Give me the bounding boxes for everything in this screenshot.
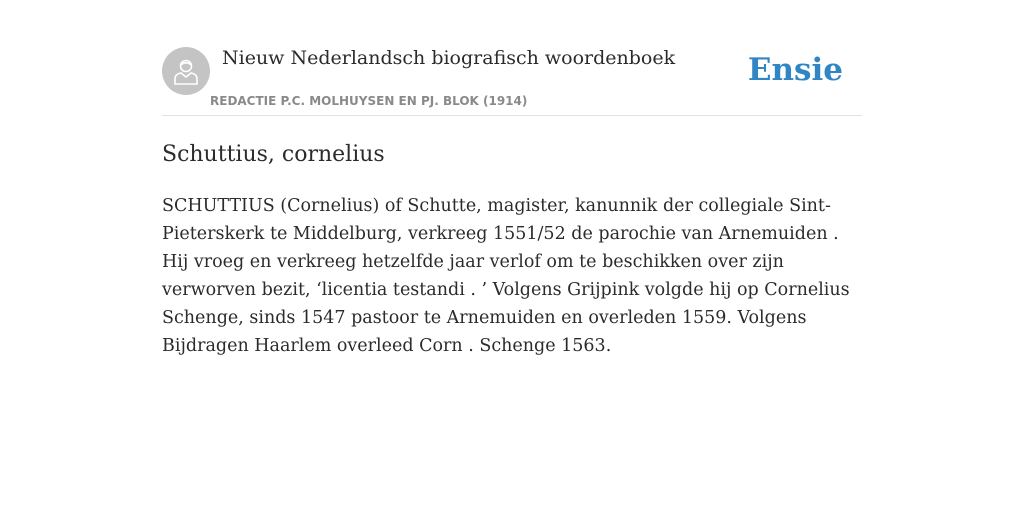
brand-logo[interactable]: Ensie — [747, 52, 843, 88]
avatar[interactable] — [162, 47, 210, 95]
book-header — [162, 46, 862, 116]
user-icon — [173, 57, 199, 85]
editors-credit: REDACTIE P.C. MOLHUYSEN EN PJ. BLOK (1914) — [210, 94, 528, 108]
book-title[interactable]: Nieuw Nederlandsch biografisch woordenboek — [222, 47, 676, 69]
entry-title: Schuttius, cornelius — [162, 142, 385, 167]
entry-body: SCHUTTIUS (Cornelius) of Schutte, magister, kanunnik der collegiale Sint-Pieterskerk te Middelburg, verkreeg 1551/52 de parochie van Arnemuiden . Hij vroeg en verkreeg hetzelfde jaar verlof om te beschikken over zijn verworven bezit, ‘licentia testandi . ’ Volgens Grijpink volgde hij op Cornelius Schenge, sinds 1547 pastoor te Arnemuiden en overleden 1559. Volgens Bijdragen Haarlem overleed Corn . Schenge 1563. — [162, 196, 850, 356]
